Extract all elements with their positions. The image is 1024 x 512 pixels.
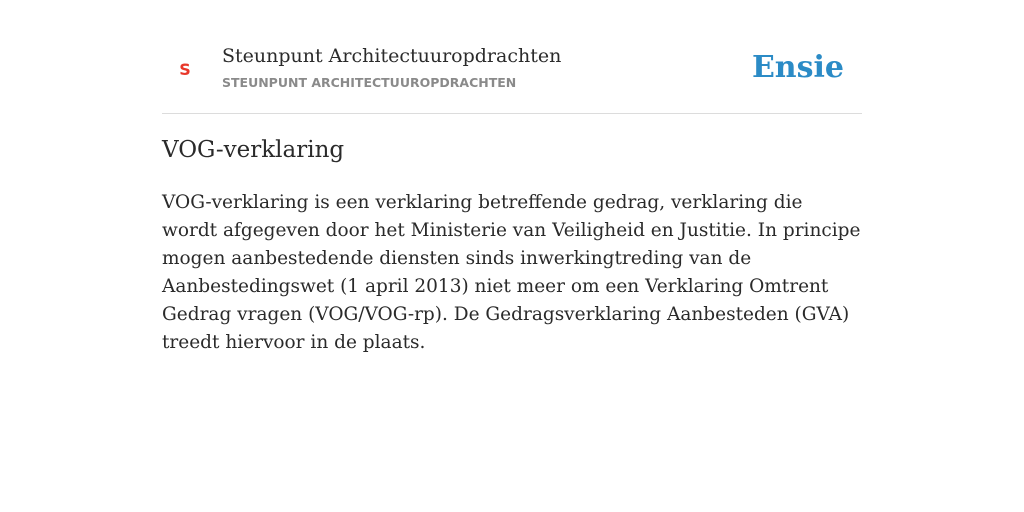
org-subtitle: STEUNPUNT ARCHITECTUUROPDRACHTEN	[222, 75, 517, 90]
org-title[interactable]: Steunpunt Architectuuropdrachten	[222, 45, 562, 67]
page-container	[162, 0, 862, 353]
page-title: VOG-verklaring	[162, 137, 345, 163]
org-logo[interactable]: S	[179, 60, 191, 79]
definition-text: VOG-verklaring is een verklaring betreffende gedrag, verklaring die wordt afgegeven door het Ministerie van Veiligheid en Justitie. In principe mogen aanbestedende diensten sinds inwerkingtreding van de Aanbestedingswet (1 april 2013) niet meer om een Verklaring Omtrent Gedrag vragen (VOG/VOG-rp). De Gedragsverklaring Aanbesteden (GVA) treedt hiervoor in de plaats.	[162, 192, 861, 353]
ensie-brand-logo[interactable]: Ensie	[751, 50, 844, 85]
header	[162, 0, 862, 114]
